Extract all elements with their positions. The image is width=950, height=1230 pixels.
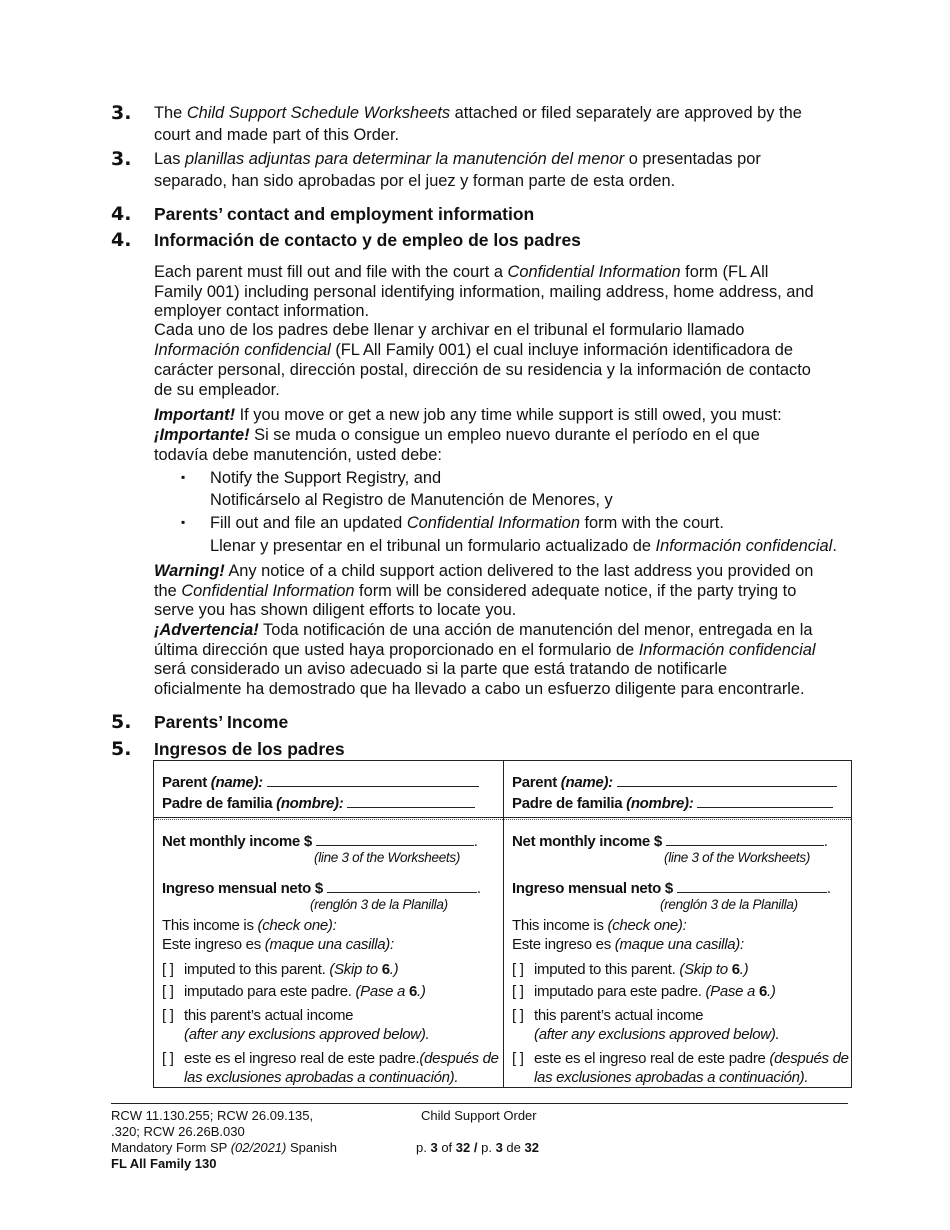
parent-name-field[interactable]: Parent (name): bbox=[162, 772, 479, 791]
check-one-es: Este ingreso es (maque una casilla): bbox=[512, 936, 744, 953]
net-income-note: (line 3 of the Worksheets) bbox=[314, 850, 461, 865]
net-income-note: (line 3 of the Worksheets) bbox=[664, 850, 811, 865]
item-3-text-es: Las planillas adjuntas para determinar la manutención del menor o presentadas por bbox=[154, 150, 761, 168]
contact-paragraph-7: de su empleador. bbox=[154, 381, 280, 399]
item-3-text-en: The Child Support Schedule Worksheets attached or filed separately are approved by the bbox=[154, 104, 802, 122]
important-en: Important! If you move or get a new job any time while support is still owed, you must: bbox=[154, 406, 782, 424]
bullet-icon: ▪ bbox=[181, 470, 186, 484]
neto-income-note: (renglón 3 de la Planilla) bbox=[310, 897, 448, 912]
net-income-field[interactable]: Net monthly income $ . bbox=[162, 833, 478, 850]
imputed-es-label: imputado para este padre. (Pase a 6.) bbox=[184, 983, 426, 1000]
contact-paragraph-3: employer contact information. bbox=[154, 302, 369, 320]
actual-en-note: (after any exclusions approved below). bbox=[534, 1026, 780, 1043]
parent-name-field[interactable]: Parent (name): bbox=[512, 772, 837, 791]
check-one-en: This income is (check one): bbox=[162, 917, 337, 934]
checkbox-imputed-en[interactable]: [ ] bbox=[162, 961, 174, 978]
item-4-heading-es: Información de contacto y de empleo de los padres bbox=[154, 230, 581, 250]
income-table bbox=[153, 760, 852, 1088]
warning-2: the Confidential Information form will be considered adequate notice, if the party trying to bbox=[154, 582, 797, 600]
item-4-heading-en: Parents’ contact and employment information bbox=[154, 204, 535, 224]
warning-3: serve you has shown diligent efforts to locate you. bbox=[154, 601, 517, 619]
net-income-field[interactable]: Net monthly income $ . bbox=[512, 833, 828, 850]
item-3-number-es: 3. bbox=[111, 148, 132, 170]
warning-5: última dirección que usted haya proporcionado en el formulario de Información confidencial bbox=[154, 641, 816, 659]
footer-page: p. 3 of 32 / p. 3 de 32 bbox=[416, 1140, 539, 1155]
padre-nombre-field[interactable]: Padre de familia (nombre): bbox=[162, 793, 475, 812]
warning-1: Warning! Any notice of a child support action delivered to the last address you provided on bbox=[154, 562, 814, 580]
important-es: ¡Importante! Si se muda o consigue un empleo nuevo durante el período en el que bbox=[154, 426, 760, 444]
neto-income-field[interactable]: Ingreso mensual neto $ . bbox=[162, 880, 481, 897]
item-3-text-es-2: separado, han sido aprobadas por el juez y forman parte de esta orden. bbox=[154, 172, 676, 190]
imputed-en-label: imputed to this parent. (Skip to 6.) bbox=[534, 961, 749, 978]
neto-income-note: (renglón 3 de la Planilla) bbox=[660, 897, 798, 912]
neto-income-field[interactable]: Ingreso mensual neto $ . bbox=[512, 880, 831, 897]
bullet-1-en: Notify the Support Registry, and bbox=[210, 469, 442, 487]
warning-7: oficialmente ha demostrado que ha llevado a cabo un esfuerzo diligente para encontrarle. bbox=[154, 680, 805, 698]
actual-en-label: this parent’s actual income bbox=[534, 1007, 704, 1024]
check-one-es: Este ingreso es (maque una casilla): bbox=[162, 936, 394, 953]
actual-en-note: (after any exclusions approved below). bbox=[184, 1026, 430, 1043]
footer-fl: FL All Family 130 bbox=[111, 1156, 217, 1171]
checkbox-actual-en[interactable]: [ ] bbox=[512, 1007, 524, 1024]
item-5-heading-es: Ingresos de los padres bbox=[154, 739, 345, 759]
actual-es-label: este es el ingreso real de este padre (después de bbox=[534, 1050, 849, 1067]
income-column-1 bbox=[162, 761, 497, 1087]
checkbox-actual-es[interactable]: [ ] bbox=[512, 1050, 524, 1067]
item-5-number-es: 5. bbox=[111, 738, 132, 760]
bullet-1-es: Notificárselo al Registro de Manutención de Menores, y bbox=[210, 491, 613, 509]
imputed-es-label: imputado para este padre. (Pase a 6.) bbox=[534, 983, 776, 1000]
actual-es-label: este es el ingreso real de este padre.(después de bbox=[184, 1050, 499, 1067]
footer-title: Child Support Order bbox=[421, 1108, 537, 1123]
checkbox-imputed-en[interactable]: [ ] bbox=[512, 961, 524, 978]
item-5-heading-en: Parents’ Income bbox=[154, 712, 289, 732]
bullet-2-es: Llenar y presentar en el tribunal un formulario actualizado de Información confidencial. bbox=[210, 537, 837, 555]
warning-4: ¡Advertencia! Toda notificación de una acción de manutención del menor, entregada en la bbox=[154, 621, 813, 639]
footer-rcw-2: .320; RCW 26.26B.030 bbox=[111, 1124, 245, 1139]
checkbox-imputed-es[interactable]: [ ] bbox=[512, 983, 524, 1000]
item-3-text-en-2: court and made part of this Order. bbox=[154, 126, 400, 144]
footer-form: Mandatory Form SP (02/2021) Spanish bbox=[111, 1140, 337, 1155]
item-5-number-en: 5. bbox=[111, 711, 132, 733]
contact-paragraph-2: Family 001) including personal identifying information, mailing address, home address, and bbox=[154, 283, 814, 301]
checkbox-imputed-es[interactable]: [ ] bbox=[162, 983, 174, 1000]
padre-nombre-field[interactable]: Padre de familia (nombre): bbox=[512, 793, 833, 812]
column-divider bbox=[503, 761, 504, 1087]
warning-6: será considerado un aviso adecuado si la parte que está tratando de notificarle bbox=[154, 660, 728, 678]
contact-paragraph-6: carácter personal, dirección postal, dirección de su residencia y la información de contacto bbox=[154, 361, 811, 379]
actual-es-note: las exclusiones aprobadas a continuación). bbox=[534, 1069, 809, 1086]
check-one-en: This income is (check one): bbox=[512, 917, 687, 934]
footer-rule bbox=[111, 1103, 848, 1104]
contact-paragraph-5: Información confidencial (FL All Family 001) el cual incluye información identificadora de bbox=[154, 341, 793, 359]
important-es-2: todavía debe manutención, usted debe: bbox=[154, 446, 442, 464]
bullet-2-en: Fill out and file an updated Confidential Information form with the court. bbox=[210, 514, 724, 532]
actual-es-note: las exclusiones aprobadas a continuación). bbox=[184, 1069, 459, 1086]
footer-rcw-1: RCW 11.130.255; RCW 26.09.135, bbox=[111, 1108, 314, 1123]
item-4-number-en: 4. bbox=[111, 203, 132, 225]
item-4-number-es: 4. bbox=[111, 229, 132, 251]
imputed-en-label: imputed to this parent. (Skip to 6.) bbox=[184, 961, 399, 978]
bullet-icon: ▪ bbox=[181, 515, 186, 529]
item-3-number-en: 3. bbox=[111, 102, 132, 124]
contact-paragraph-1: Each parent must fill out and file with the court a Confidential Information form (FL All bbox=[154, 263, 769, 281]
income-column-2 bbox=[512, 761, 847, 1087]
checkbox-actual-es[interactable]: [ ] bbox=[162, 1050, 174, 1067]
contact-paragraph-4: Cada uno de los padres debe llenar y archivar en el tribunal el formulario llamado bbox=[154, 321, 745, 339]
checkbox-actual-en[interactable]: [ ] bbox=[162, 1007, 174, 1024]
actual-en-label: this parent’s actual income bbox=[184, 1007, 354, 1024]
